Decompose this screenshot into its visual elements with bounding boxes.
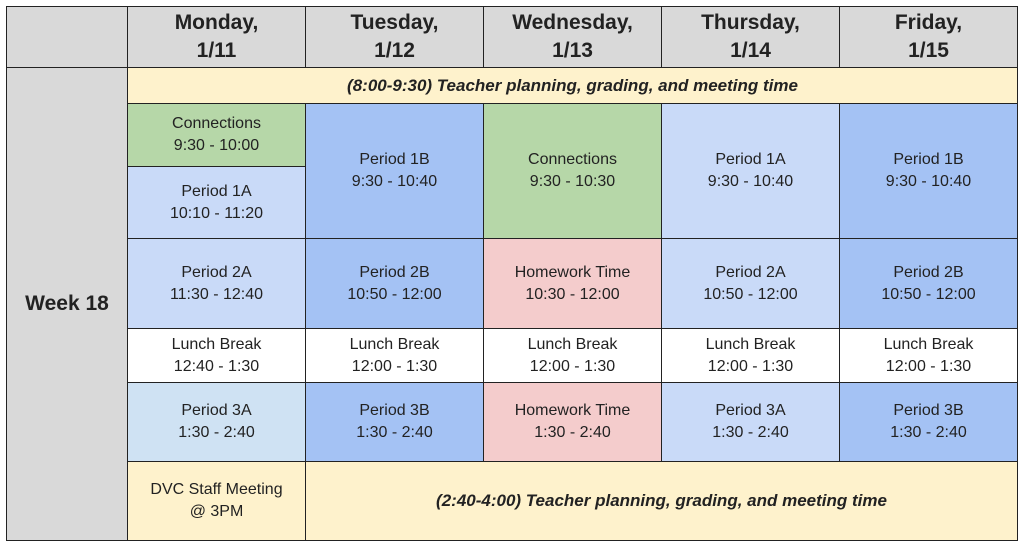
block-title: Period 3A [715, 402, 786, 419]
block-title: Period 1A [181, 182, 252, 200]
header-friday [840, 7, 1018, 68]
block-time: @ 3PM [189, 503, 244, 520]
monday-period-2a [128, 239, 306, 329]
block-title: Lunch Break [527, 335, 618, 353]
day-date: 1/14 [730, 39, 771, 62]
corner-cell [7, 7, 128, 68]
block-time: 1:30 - 2:40 [712, 424, 789, 441]
block-time: 1:30 - 2:40 [534, 424, 611, 441]
monday-period-1a [128, 167, 306, 239]
friday-lunch [840, 329, 1018, 383]
block-time: 9:30 - 10:40 [707, 173, 794, 190]
tuesday-lunch [306, 329, 484, 383]
block-time: 10:50 - 12:00 [703, 285, 798, 303]
monday-lunch [128, 329, 306, 383]
block-time: 12:00 - 1:30 [351, 357, 438, 375]
block-time: 10:30 - 12:00 [525, 285, 620, 303]
morning-planning-banner: (8:00-9:30) Teacher planning, grading, and meeting time [128, 68, 1018, 104]
monday-staff-meeting [128, 462, 306, 541]
block-time: 12:00 - 1:30 [529, 357, 616, 375]
thursday-period-1a [662, 104, 840, 239]
block-title: Connections [528, 151, 617, 168]
block-title: Lunch Break [349, 335, 440, 353]
day-date: 1/12 [374, 39, 415, 62]
block-title: Lunch Break [171, 335, 262, 353]
block-time: 11:30 - 12:40 [169, 285, 264, 303]
header-monday [128, 7, 306, 68]
block-time: 10:50 - 12:00 [881, 285, 976, 303]
block-title: Connections [172, 115, 261, 132]
header-wednesday [484, 7, 662, 68]
friday-period-2b [840, 239, 1018, 329]
block-title: Period 3B [359, 402, 430, 419]
block-time: 12:00 - 1:30 [885, 357, 972, 375]
block-title: Period 2A [715, 263, 786, 281]
block-title: Lunch Break [705, 335, 796, 353]
day-name: Wednesday, [512, 11, 633, 34]
thursday-period-3a [662, 383, 840, 462]
block-title: Period 2B [893, 263, 964, 281]
block-time: 9:30 - 10:00 [173, 137, 260, 154]
block-title: Homework Time [514, 263, 631, 281]
day-name: Monday, [174, 11, 259, 34]
friday-period-3b [840, 383, 1018, 462]
block-time: 9:30 - 10:40 [885, 173, 972, 190]
day-name: Tuesday, [350, 11, 439, 34]
block-title: DVC Staff Meeting [150, 481, 283, 498]
wednesday-lunch [484, 329, 662, 383]
day-date: 1/15 [908, 39, 949, 62]
block-time: 1:30 - 2:40 [178, 424, 255, 441]
block-time: 9:30 - 10:40 [351, 173, 438, 190]
tuesday-period-1b [306, 104, 484, 239]
block-title: Period 1B [359, 151, 430, 168]
day-date: 1/11 [196, 39, 237, 62]
day-name: Thursday, [701, 11, 800, 34]
block-time: 10:10 - 11:20 [169, 204, 264, 222]
tuesday-period-2b [306, 239, 484, 329]
day-date: 1/13 [552, 39, 593, 62]
wednesday-connections [484, 104, 662, 239]
block-title: Period 3B [893, 402, 964, 419]
block-time: 1:30 - 2:40 [890, 424, 967, 441]
wednesday-homework-time-1 [484, 239, 662, 329]
block-title: Period 2B [359, 263, 430, 281]
block-time: 12:40 - 1:30 [173, 357, 260, 375]
block-title: Period 2A [181, 263, 252, 281]
block-title: Lunch Break [883, 335, 974, 353]
block-time: 10:50 - 12:00 [347, 285, 442, 303]
monday-connections [128, 104, 306, 167]
header-tuesday [306, 7, 484, 68]
afternoon-planning-banner: (2:40-4:00) Teacher planning, grading, and meeting time [306, 462, 1018, 541]
header-thursday [662, 7, 840, 68]
block-time: 12:00 - 1:30 [707, 357, 794, 375]
tuesday-period-3b [306, 383, 484, 462]
block-time: 1:30 - 2:40 [356, 424, 433, 441]
block-title: Period 1A [715, 151, 786, 168]
thursday-period-2a [662, 239, 840, 329]
weekly-schedule-table [6, 6, 1018, 541]
block-title: Period 1B [893, 151, 964, 168]
monday-period-3a [128, 383, 306, 462]
block-title: Homework Time [514, 402, 631, 419]
block-time: 9:30 - 10:30 [529, 173, 616, 190]
day-name: Friday, [894, 11, 963, 34]
friday-period-1b [840, 104, 1018, 239]
block-title: Period 3A [181, 402, 252, 419]
week-label: Week 18 [7, 68, 128, 541]
wednesday-homework-time-2 [484, 383, 662, 462]
thursday-lunch [662, 329, 840, 383]
